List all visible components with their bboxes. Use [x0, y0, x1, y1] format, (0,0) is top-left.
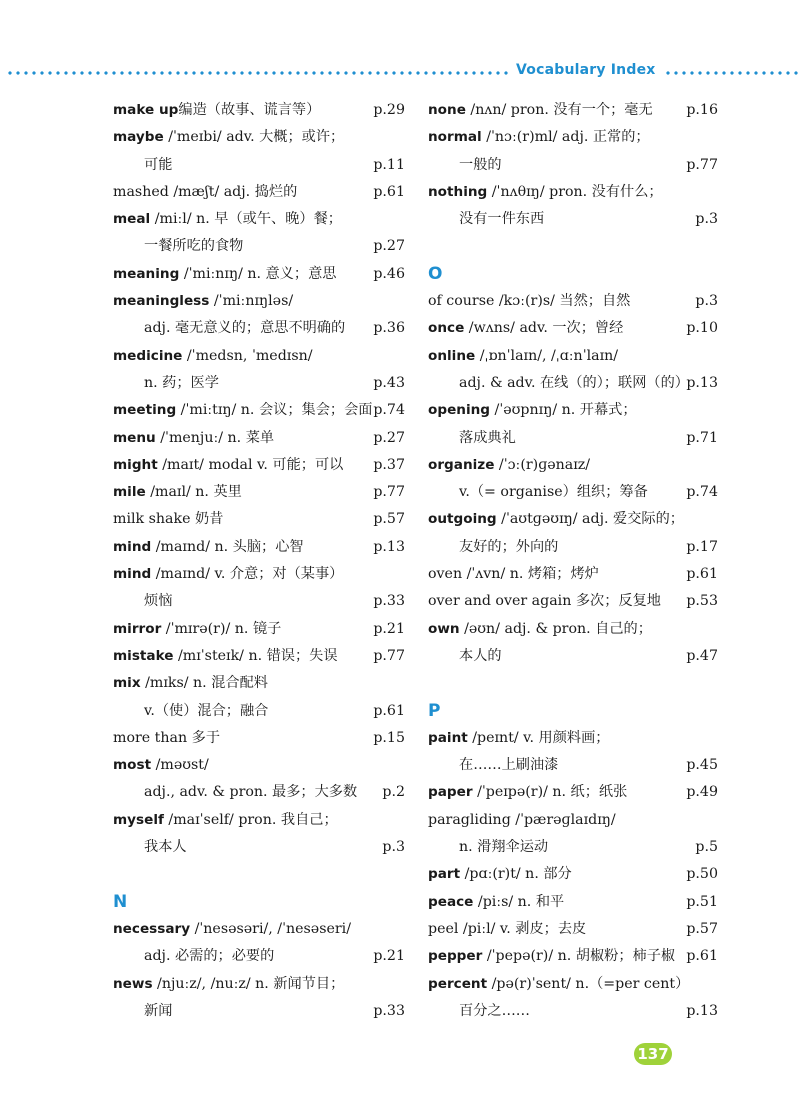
entry-text: [113, 643, 338, 670]
definition: 友好的；外向的: [459, 538, 559, 555]
page-reference: p.61: [686, 948, 718, 965]
definition: over and over again 多次；反复地: [428, 593, 661, 610]
definition: paragliding /ˈpærəɡlaɪdɪŋ/: [428, 811, 616, 828]
page-reference: p.13: [373, 538, 405, 555]
entry-text: [428, 943, 675, 970]
definition: 没有一件东西: [459, 211, 545, 228]
page-reference: p.27: [373, 429, 405, 446]
entry-text: [113, 561, 343, 588]
headword: might: [113, 456, 158, 473]
entry-text: [113, 397, 372, 424]
index-entry: [113, 261, 405, 288]
page-reference: p.61: [686, 566, 718, 583]
definition: v.（= organise）组织；筹备: [459, 484, 648, 501]
definition: /maɪl/ n. 英里: [145, 484, 242, 501]
index-entry-continuation: [113, 779, 405, 806]
index-entry-continuation: [113, 370, 405, 397]
entry-text: [428, 452, 590, 479]
definition: /maɪt/ modal v. 可能；可以: [157, 456, 344, 473]
entry-text: [428, 397, 637, 424]
headword: mind: [113, 538, 152, 555]
index-entry: [113, 124, 405, 151]
entry-text: [113, 779, 357, 806]
definition: adj. 毫无意义的；意思不明确的: [144, 320, 346, 337]
page-reference: p.15: [373, 729, 405, 746]
section-spacer: [428, 233, 718, 260]
index-entry: [113, 561, 405, 588]
page-reference: p.57: [686, 920, 718, 937]
index-entry: [113, 643, 405, 670]
page-header: [0, 62, 800, 84]
index-entry: [113, 670, 405, 697]
entry-text: [428, 506, 684, 533]
definition: /wʌns/ adv. 一次；曾经: [464, 320, 624, 337]
definition: /ˈnʌθɪŋ/ pron. 没有什么；: [487, 183, 663, 200]
entry-text: [113, 97, 320, 124]
index-entry: [428, 452, 718, 479]
entry-text: [113, 998, 172, 1025]
definition: adj. & adv. 在线（的）；联网（的）: [459, 374, 689, 391]
index-entry: [113, 179, 405, 206]
index-entry-continuation: [113, 834, 405, 861]
definition: oven /ˈʌvn/ n. 烤箱；烤炉: [428, 566, 599, 583]
page-reference: p.77: [686, 156, 718, 173]
entry-text: [428, 124, 650, 151]
definition: /ˌɒnˈlaɪn/, /ˌɑːnˈlaɪn/: [475, 347, 619, 364]
entry-text: [113, 206, 342, 233]
index-entry: [428, 315, 718, 342]
entry-text: [428, 179, 663, 206]
page-reference: p.61: [373, 183, 405, 200]
entry-text: [113, 152, 172, 179]
index-entry: [113, 425, 405, 452]
entry-text: [113, 534, 304, 561]
headword: mirror: [113, 620, 162, 637]
index-entry-continuation: [428, 425, 718, 452]
index-entry: [428, 343, 718, 370]
headword: peace: [428, 893, 474, 910]
definition: /ˈmiːnɪŋləs/: [209, 293, 294, 310]
entry-text: [428, 288, 630, 315]
index-entry-continuation: [428, 534, 718, 561]
index-entry-continuation: [428, 152, 718, 179]
definition: 编造（故事、谎言等）: [178, 102, 321, 118]
index-entry-continuation: [428, 998, 718, 1025]
definition: /maɪnd/ n. 头脑；心智: [151, 538, 304, 555]
page-reference: p.17: [686, 538, 718, 555]
index-entry: [428, 943, 718, 970]
definition: /ˈnɔː(r)ml/ adj. 正常的；: [481, 129, 650, 146]
definition: /ˈmiːnɪŋ/ n. 意义；意思: [179, 265, 337, 282]
page-reference: p.77: [373, 484, 405, 501]
entry-text: [113, 506, 223, 533]
definition: /ˈpeɪpə(r)/ n. 纸；纸张: [472, 784, 628, 801]
section-spacer: [113, 861, 405, 888]
page-reference: p.74: [373, 402, 405, 419]
headword: mind: [113, 566, 152, 583]
entry-text: [113, 315, 345, 342]
headword: meaningless: [113, 293, 210, 310]
page-reference: p.53: [686, 593, 718, 610]
page-reference: p.21: [373, 620, 405, 637]
definition: /ˈɔː(r)ɡənaɪz/: [494, 456, 591, 473]
index-entry: [428, 889, 718, 916]
definition: /ˈmiːtɪŋ/ n. 会议；集会；会面: [176, 402, 373, 419]
index-entry: [113, 725, 405, 752]
entry-text: [428, 779, 627, 806]
index-entry-continuation: [428, 479, 718, 506]
definition: /peɪnt/ v. 用颜料画；: [467, 729, 610, 746]
index-entry: [428, 916, 718, 943]
definition: /ˈəʊpnɪŋ/ n. 开幕式；: [490, 402, 637, 419]
headword: pepper: [428, 948, 483, 965]
entry-text: [428, 643, 502, 670]
definition: n. 滑翔伞运动: [459, 839, 549, 856]
entry-text: [113, 698, 268, 725]
page-reference: p.36: [373, 320, 405, 337]
index-entry-continuation: [428, 206, 718, 233]
section-title: Vocabulary Index: [516, 62, 656, 78]
page-reference: p.43: [373, 374, 405, 391]
index-entry: [428, 861, 718, 888]
headword: once: [428, 320, 465, 337]
entry-text: [428, 152, 502, 179]
entry-text: [428, 998, 530, 1025]
index-entry: [428, 588, 718, 615]
definition: /pɑː(r)t/ n. 部分: [460, 866, 572, 883]
page-reference: p.11: [373, 156, 405, 173]
definition: /maɪˈself/ pron. 我自己；: [163, 811, 338, 828]
headword: organize: [428, 456, 495, 473]
page-reference: p.45: [686, 757, 718, 774]
page-reference: p.5: [695, 839, 718, 856]
index-entry: [113, 506, 405, 533]
entry-text: [428, 479, 648, 506]
page-reference: p.57: [373, 511, 405, 528]
entry-text: [428, 916, 586, 943]
page-reference: p.10: [686, 320, 718, 337]
entry-text: [113, 670, 268, 697]
definition: /miːl/ n. 早（或午、晚）餐；: [150, 211, 342, 228]
entry-text: [113, 343, 313, 370]
headword: nothing: [428, 183, 488, 200]
page-reference: p.77: [373, 647, 405, 664]
definition: adj. 必需的；必要的: [144, 948, 275, 965]
index-entry-continuation: [113, 315, 405, 342]
definition: /ˈnesəsəri/, /ˈnesəseri/: [190, 920, 351, 937]
header-dotted-rule-left: [6, 71, 510, 75]
index-entry: [428, 725, 718, 752]
page-reference: p.16: [686, 102, 718, 118]
headword: meal: [113, 211, 151, 228]
index-entry: [428, 397, 718, 424]
definition: n. 药；医学: [144, 374, 219, 391]
page-reference: p.2: [382, 784, 405, 801]
definition: /əʊn/ adj. & pron. 自己的；: [459, 620, 652, 637]
letter-heading: [113, 889, 405, 916]
definition: /piːs/ n. 和平: [473, 893, 565, 910]
index-column-left: [113, 97, 405, 1025]
definition: /ˈmeɪbi/ adv. 大概；或许；: [163, 129, 345, 146]
headword: own: [428, 620, 460, 637]
index-entry-continuation: [113, 943, 405, 970]
definition: /ˈmenjuː/ n. 菜单: [155, 429, 275, 446]
index-entry-continuation: [113, 588, 405, 615]
headword: online: [428, 347, 476, 364]
headword: normal: [428, 129, 482, 146]
headword: medicine: [113, 347, 183, 364]
entry-text: [113, 425, 274, 452]
entry-text: [428, 425, 516, 452]
definition: 本人的: [459, 647, 502, 664]
definition: 我本人: [144, 839, 187, 856]
definition: 烦恼: [144, 593, 173, 610]
entry-text: [113, 834, 187, 861]
entry-text: [113, 179, 297, 206]
entry-text: [428, 861, 572, 888]
page-reference: p.51: [686, 893, 718, 910]
headword: percent: [428, 975, 488, 992]
page-reference: p.37: [373, 456, 405, 473]
index-entry: [113, 916, 405, 943]
definition: /məʊst/: [151, 757, 209, 774]
headword: mistake: [113, 647, 174, 664]
entry-text: [428, 588, 661, 615]
entry-text: [113, 261, 336, 288]
page-reference: p.13: [686, 374, 718, 391]
index-entry-continuation: [113, 698, 405, 725]
entry-text: [113, 752, 209, 779]
headword: news: [113, 975, 153, 992]
definition: 可能: [144, 156, 173, 173]
definition: /ˈaʊtɡəʊɪŋ/ adj. 爱交际的；: [496, 511, 684, 528]
page-reference: p.13: [686, 1002, 718, 1019]
headword: none: [428, 102, 466, 118]
entry-text: [113, 916, 351, 943]
page-reference: p.71: [686, 429, 718, 446]
page-reference: p.21: [373, 948, 405, 965]
entry-text: [113, 971, 344, 998]
letter-heading: [428, 261, 718, 288]
definition: mashed /mæʃt/ adj. 捣烂的: [113, 183, 298, 200]
page-reference: p.3: [382, 839, 405, 856]
entry-text: [428, 752, 558, 779]
page-reference: p.74: [686, 484, 718, 501]
entry-text: [428, 807, 616, 834]
entry-text: [113, 943, 274, 970]
definition: /ˈmedsn, ˈmedɪsn/: [182, 347, 313, 364]
entry-text: [113, 725, 220, 752]
entry-text: [113, 588, 172, 615]
headword: paper: [428, 784, 473, 801]
entry-text: [113, 370, 219, 397]
headword: mix: [113, 675, 141, 692]
definition: 百分之……: [459, 1002, 530, 1019]
entry-text: [428, 616, 652, 643]
index-entry-continuation: [428, 752, 718, 779]
entry-text: [428, 343, 618, 370]
definition: 一般的: [459, 156, 502, 173]
letter-heading-text: N: [113, 891, 128, 912]
definition: more than 多于: [113, 729, 221, 746]
index-entry-continuation: [113, 233, 405, 260]
page-reference: p.3: [695, 211, 718, 228]
index-entry: [428, 288, 718, 315]
headword: meeting: [113, 402, 177, 419]
entry-text: [428, 315, 623, 342]
index-entry: [428, 616, 718, 643]
definition: /nʌn/ pron. 没有一个；毫无: [465, 102, 653, 118]
entry-text: [428, 725, 609, 752]
definition: 落成典礼: [459, 429, 516, 446]
definition: /ˈpepə(r)/ n. 胡椒粉；柿子椒: [482, 948, 676, 965]
definition: /ˈmɪrə(r)/ n. 镜子: [161, 620, 282, 637]
page-reference: p.3: [695, 293, 718, 310]
entry-text: [113, 807, 338, 834]
page-reference: p.61: [373, 702, 405, 719]
page-reference: p.33: [373, 593, 405, 610]
entry-text: [113, 479, 242, 506]
index-entry: [428, 506, 718, 533]
index-entry: [113, 971, 405, 998]
header-dotted-rule-right: [664, 71, 800, 75]
entry-text: [428, 561, 599, 588]
index-entry: [113, 616, 405, 643]
entry-text: [113, 288, 293, 315]
index-entry-continuation: [428, 834, 718, 861]
index-entry: [113, 206, 405, 233]
headword: mile: [113, 484, 146, 501]
index-entry: [113, 288, 405, 315]
definition: of course /kɔː(r)s/ 当然；自然: [428, 293, 631, 310]
headword: myself: [113, 811, 164, 828]
index-entry: [113, 343, 405, 370]
index-entry: [113, 534, 405, 561]
definition: 在……上刷油漆: [459, 757, 559, 774]
entry-text: [428, 370, 689, 397]
page-reference: p.47: [686, 647, 718, 664]
headword: part: [428, 866, 461, 883]
headword: maybe: [113, 129, 164, 146]
index-entry-continuation: [113, 152, 405, 179]
index-column-right: [428, 97, 718, 1025]
definition: v.（使）混合；融合: [144, 702, 269, 719]
index-entry: [113, 452, 405, 479]
index-entry-continuation: [113, 998, 405, 1025]
entry-text: [113, 452, 343, 479]
definition: /mɪˈsteɪk/ n. 错误；失误: [173, 647, 338, 664]
index-entry: [428, 179, 718, 206]
entry-text: [428, 834, 548, 861]
headword: necessary: [113, 920, 191, 937]
index-entry: [113, 97, 405, 124]
headword: menu: [113, 429, 156, 446]
index-entry: [428, 561, 718, 588]
headword: make up: [113, 102, 179, 118]
definition: 一餐所吃的食物: [144, 238, 244, 255]
page-reference: p.49: [686, 784, 718, 801]
entry-text: [428, 534, 558, 561]
definition: peel /piːl/ v. 剥皮；去皮: [428, 920, 587, 937]
definition: /njuːz/, /nuːz/ n. 新闻节目；: [152, 975, 345, 992]
index-entry-continuation: [428, 643, 718, 670]
definition: 新闻: [144, 1002, 173, 1019]
definition: adj., adv. & pron. 最多；大多数: [144, 784, 358, 801]
entry-text: [113, 616, 281, 643]
headword: opening: [428, 402, 491, 419]
letter-heading-text: O: [428, 263, 443, 284]
index-entry: [428, 124, 718, 151]
entry-text: [428, 889, 564, 916]
headword: most: [113, 757, 152, 774]
page-reference: p.27: [373, 238, 405, 255]
headword: meaning: [113, 265, 180, 282]
letter-heading-text: P: [428, 700, 441, 721]
page-reference: p.33: [373, 1002, 405, 1019]
index-entry: [428, 807, 718, 834]
headword: paint: [428, 729, 468, 746]
entry-text: [113, 124, 344, 151]
entry-text: [113, 233, 243, 260]
index-entry: [113, 807, 405, 834]
definition: milk shake 奶昔: [113, 511, 224, 528]
index-entry: [113, 752, 405, 779]
index-entry: [113, 397, 405, 424]
headword: outgoing: [428, 511, 497, 528]
index-entry: [113, 479, 405, 506]
entry-text: [428, 971, 689, 998]
section-spacer: [428, 670, 718, 697]
definition: /maɪnd/ v. 介意；对（某事）: [151, 566, 344, 583]
letter-heading: [428, 698, 718, 725]
page-reference: p.46: [373, 265, 405, 282]
page-reference: p.50: [686, 866, 718, 883]
page-number-badge: 137: [634, 1043, 672, 1065]
index-entry-continuation: [428, 370, 718, 397]
definition: /mɪks/ n. 混合配料: [140, 675, 268, 692]
entry-text: [428, 206, 544, 233]
index-entry: [428, 971, 718, 998]
index-entry: [428, 97, 718, 124]
index-entry: [428, 779, 718, 806]
page-reference: p.29: [373, 102, 405, 118]
entry-text: [428, 97, 653, 124]
definition: /pə(r)ˈsent/ n.（=per cent）: [487, 975, 690, 992]
